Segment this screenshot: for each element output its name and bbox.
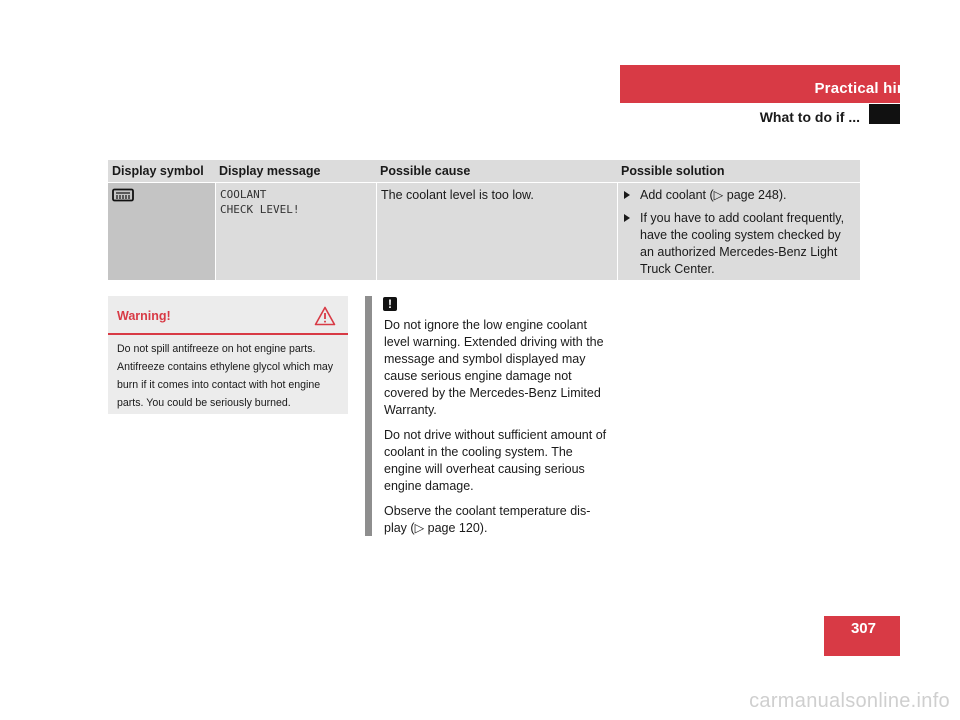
warning-text: Do not spill antifreeze on hot engine parts. Antifreeze contains ethylene glycol which may burn if it comes into contact with hot engine parts. You could be seriously burned. bbox=[117, 343, 334, 409]
cause-cell: The coolant level is too low. bbox=[377, 183, 617, 280]
solution-item: If you have to add coolant frequently, have the cooling system checked by an authorized Mercedes-Benz Light Truck Center. bbox=[622, 210, 856, 278]
notice-bar bbox=[365, 296, 372, 536]
warning-header bbox=[108, 296, 348, 335]
subsection-title: What to do if ... bbox=[759, 109, 860, 125]
column-header-message: Display message bbox=[219, 164, 321, 178]
page-number: 307 bbox=[850, 620, 876, 637]
warning-triangle-icon bbox=[314, 306, 336, 326]
message-line: COOLANT bbox=[220, 188, 267, 201]
notice-paragraph: Do not drive without sufficient amount of coolant in the cooling system. The engine will overheat causing serious engine damage. bbox=[384, 428, 607, 493]
table-row bbox=[108, 183, 860, 280]
coolant-level-icon bbox=[112, 188, 134, 202]
message-line: CHECK LEVEL! bbox=[220, 203, 300, 216]
notice-exclamation-icon: ! bbox=[383, 297, 397, 311]
column-header-solution: Possible solution bbox=[621, 164, 725, 178]
column-header-cause: Possible cause bbox=[380, 164, 471, 178]
watermark: carmanualsonline.info bbox=[749, 690, 950, 712]
notice-body bbox=[384, 317, 609, 545]
solution-cell bbox=[618, 183, 860, 280]
table-header bbox=[108, 160, 860, 182]
warning-label: Warning! bbox=[117, 309, 171, 323]
notice-block bbox=[365, 296, 610, 536]
symbol-cell bbox=[108, 183, 215, 280]
warning-box bbox=[108, 296, 348, 414]
header-tab-marker bbox=[869, 104, 900, 124]
section-title: Practical hints bbox=[814, 80, 920, 97]
display-messages-table bbox=[108, 160, 860, 280]
bullet-arrow-icon bbox=[624, 214, 630, 222]
message-cell bbox=[216, 183, 376, 280]
bullet-arrow-icon bbox=[624, 191, 630, 199]
notice-paragraph: Do not ignore the low engine coolant level warning. Extended driving with the message and symbol displayed may cause serious engine damage not covered by the Mercedes-Benz Limited Warranty. bbox=[384, 318, 604, 417]
notice-paragraph: Observe the coolant temperature dis-play (▷ page 120). bbox=[384, 504, 591, 535]
solution-item: Add coolant (▷ page 248). bbox=[622, 187, 856, 204]
column-header-symbol: Display symbol bbox=[112, 164, 204, 178]
